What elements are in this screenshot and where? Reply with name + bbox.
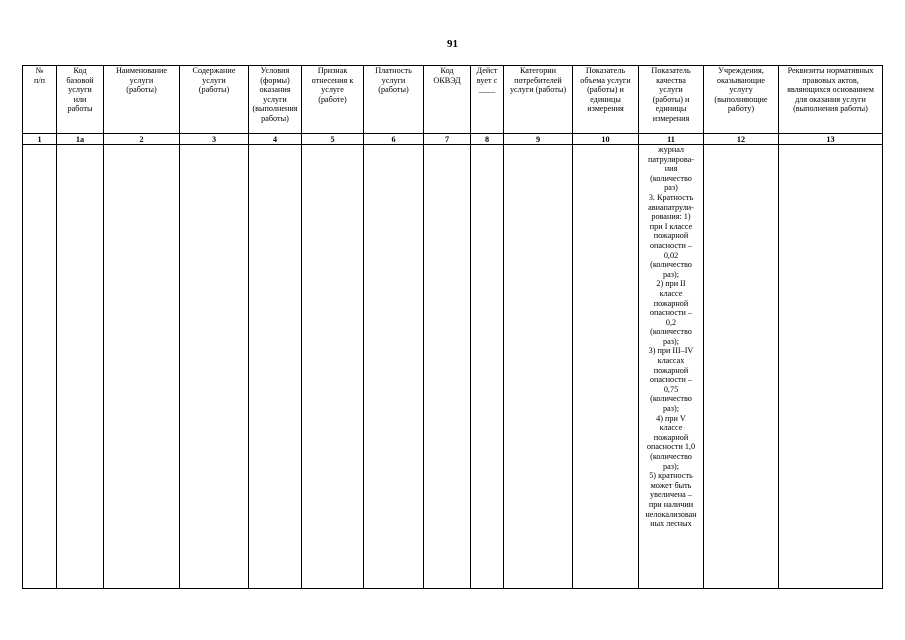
column-header-effective-from: Дейст вует с ____ [471, 66, 504, 134]
table-cell [23, 145, 57, 589]
column-number: 3 [180, 134, 249, 145]
table-header-row [23, 66, 883, 134]
column-header-volume-indicator: Показатель объема услуги (работы) и единицы измерения [573, 66, 639, 134]
column-header-institutions: Учреждения, оказывающие услугу (выполняющие работу) [704, 66, 779, 134]
table-cell [57, 145, 104, 589]
column-header-okved-code: Код ОКВЭД [424, 66, 471, 134]
column-number: 5 [302, 134, 364, 145]
table-cell [180, 145, 249, 589]
column-number: 1 [23, 134, 57, 145]
page-number: 91 [447, 38, 458, 50]
table-row [23, 145, 883, 589]
column-number: 12 [704, 134, 779, 145]
services-table [22, 65, 883, 589]
table-cell [504, 145, 573, 589]
column-header-service-name: Наименование услуги (работы) [104, 66, 180, 134]
column-number: 7 [424, 134, 471, 145]
column-number: 13 [779, 134, 883, 145]
table-cell [704, 145, 779, 589]
column-number: 1а [57, 134, 104, 145]
table-cell [573, 145, 639, 589]
column-header-base-service-code: Код базовой услуги или работы [57, 66, 104, 134]
column-number-row [23, 134, 883, 145]
column-header-service-conditions: Условия (формы) оказания услуги (выполнения работы) [249, 66, 302, 134]
table-cell [364, 145, 424, 589]
column-header-quality-indicator: Показатель качества услуги (работы) и единицы измерения [639, 66, 704, 134]
table-cell [471, 145, 504, 589]
column-header-legal-acts: Реквизиты нормативных правовых актов, являющихся основанием для оказания услуги (выполнения работы) [779, 66, 883, 134]
table-cell [779, 145, 883, 589]
column-number: 11 [639, 134, 704, 145]
column-number: 6 [364, 134, 424, 145]
column-header-paid-status: Платность услуги (работы) [364, 66, 424, 134]
column-number: 4 [249, 134, 302, 145]
column-header-row-number: № п/п [23, 66, 57, 134]
table-cell [302, 145, 364, 589]
column-header-service-content: Содержание услуги (работы) [180, 66, 249, 134]
quality-indicator-cell: журнал патрулирова- ния (количество раз) 3. Кратность авиапатрули- рования: 1) при I классе пожарной опасности – 0,02 (количество раз); 2) при II классе пожарной опасности – 0,2 (количество раз); 3) при III–IV классах пожарной опасности – 0,75 (количество раз); 4) при V классе пожарной опасности 1,0 (количество раз); 5) кратность может быть увеличена – при наличии нелокализован ных лесных [639, 145, 704, 589]
column-number: 9 [504, 134, 573, 145]
column-number: 10 [573, 134, 639, 145]
column-number: 2 [104, 134, 180, 145]
table-cell [104, 145, 180, 589]
column-number: 8 [471, 134, 504, 145]
table-cell [424, 145, 471, 589]
table-cell [249, 145, 302, 589]
column-header-consumer-categories: Категории потребителей услуги (работы) [504, 66, 573, 134]
column-header-service-attribute: Признак отнесения к услуге (работе) [302, 66, 364, 134]
